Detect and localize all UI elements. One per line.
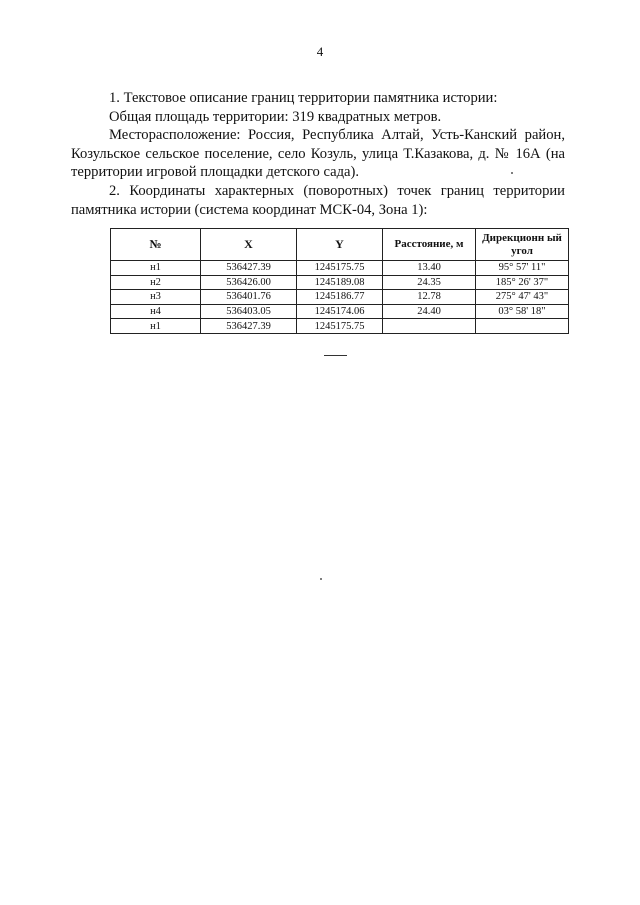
y-coordinate: 1245175.75	[297, 319, 383, 334]
table-header-row	[111, 229, 569, 261]
distance-value: 12.78	[383, 290, 476, 305]
point-number: н3	[111, 290, 201, 305]
direction-angle: 275° 47' 43"	[476, 290, 569, 305]
distance-value	[383, 319, 476, 334]
x-coordinate: 536427.39	[201, 261, 297, 276]
table-row	[111, 261, 569, 276]
scan-speck	[320, 578, 322, 580]
table-row	[111, 319, 569, 334]
table-row	[111, 304, 569, 319]
distance-value: 24.35	[383, 275, 476, 290]
x-coordinate: 536426.00	[201, 275, 297, 290]
direction-angle	[476, 319, 569, 334]
y-coordinate: 1245186.77	[297, 290, 383, 305]
direction-angle: 95° 57' 11"	[476, 261, 569, 276]
header-y: Y	[297, 229, 383, 261]
y-coordinate: 1245174.06	[297, 304, 383, 319]
point-number: н1	[111, 319, 201, 334]
table-row	[111, 275, 569, 290]
table-row	[111, 290, 569, 305]
scan-speck	[511, 172, 513, 174]
total-area-text: Общая площадь территории: 319 квадратных метров.	[109, 108, 442, 125]
document-body	[71, 89, 565, 219]
x-coordinate: 536427.39	[201, 319, 297, 334]
x-coordinate: 536401.76	[201, 290, 297, 305]
point-number: н2	[111, 275, 201, 290]
header-number: №	[111, 229, 201, 261]
x-coordinate: 536403.05	[201, 304, 297, 319]
direction-angle: 03° 58' 18"	[476, 304, 569, 319]
point-number: н1	[111, 261, 201, 276]
location-text: Месторасположение: Россия, Республика Алтай, Усть-Канский район, Козульское сельское поселение, село Козуль, улица Т.Казакова, д. № 16А (на территории игровой площадки детского сада).	[71, 127, 565, 181]
end-separator-line	[324, 355, 347, 356]
coordinates-table	[110, 228, 569, 334]
y-coordinate: 1245189.08	[297, 275, 383, 290]
page-number: 4	[316, 44, 324, 59]
direction-angle: 185° 26' 37"	[476, 275, 569, 290]
section-2-heading: 2. Координаты характерных (поворотных) точек границ территории памятника истории (система координат МСК-04, Зона 1):	[71, 182, 565, 218]
header-x: X	[201, 229, 297, 261]
distance-value: 24.40	[383, 304, 476, 319]
distance-value: 13.40	[383, 261, 476, 276]
section-1-heading: 1. Текстовое описание границ территории памятника истории:	[109, 90, 498, 106]
header-direction-angle: Дирекционн ый угол	[476, 229, 569, 261]
header-distance: Расстояние, м	[383, 229, 476, 261]
point-number: н4	[111, 304, 201, 319]
y-coordinate: 1245175.75	[297, 261, 383, 276]
